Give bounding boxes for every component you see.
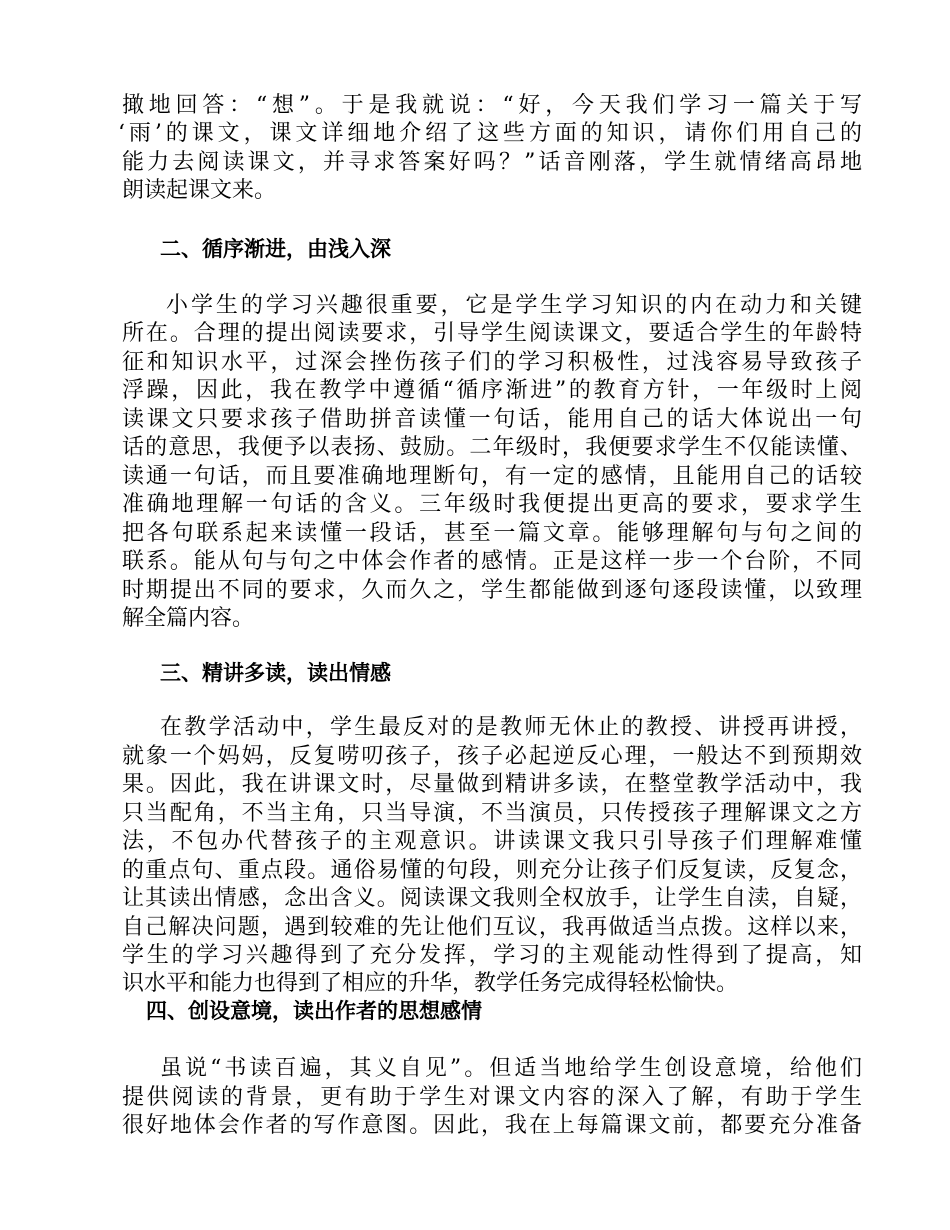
paragraph-line: 读通一句话，而且要准确地理断句，有一定的感情，且能用自己的话较 <box>122 464 862 489</box>
paragraph-line: 撖地回答：“想”。于是我就说：“好，今天我们学习一篇关于写 <box>122 93 862 118</box>
paragraph-line: 读课文只要求孩子借助拼音读懂一句话，能用自己的话大体说出一句 <box>122 407 862 432</box>
paragraph-line: 提供阅读的背景，更有助于学生对课文内容的深入了解，有助于学生 <box>122 1085 862 1110</box>
section-heading: 四、创设意境，读出作者的思想感情 <box>146 999 482 1023</box>
paragraph-line: 只当配角，不当主角，只当导演，不当演员，只传授孩子理解课文之方 <box>122 801 862 826</box>
paragraph-line: 朗读起课文来。 <box>122 178 277 203</box>
paragraph-line: 能力去阅读课文，并寻求答案好吗？”话音刚落，学生就情绪高昂地 <box>122 150 862 175</box>
paragraph-line: 自己解决问题，遇到较难的先让他们互议，我再做适当点拨。这样以来， <box>122 915 862 940</box>
paragraph-line: 法，不包办代替孩子的主观意识。讲读课文我只引导孩子们理解难懂 <box>122 829 862 854</box>
paragraph-line: 话的意思，我便予以表扬、鼓励。二年级时，我便要求学生不仅能读懂、 <box>122 435 862 460</box>
paragraph-line: 联系。能从句与句之中体会作者的感情。正是这样一步一个台阶，不同 <box>122 549 862 574</box>
paragraph-line: 让其读出情感，念出含义。阅读课文我则全权放手，让学生自渎，自疑， <box>122 886 862 911</box>
paragraph-line: 识水平和能力也得到了相应的升华，教学任务完成得轻松愉快。 <box>122 971 739 996</box>
paragraph-line: 把各句联系起来读懂一段话，甚至一篇文章。能够理解句与句之间的 <box>122 521 862 546</box>
paragraph-line: 浮躁，因此，我在教学中遵循“循序渐进”的教育方针，一年级时上阅 <box>122 378 862 403</box>
paragraph-line: 在教学活动中，学生最反对的是教师无休止的教授、讲授再讲授， <box>160 715 862 740</box>
paragraph-line: 解全篇内容。 <box>122 606 255 631</box>
paragraph-line: 学生的学习兴趣得到了充分发挥，学习的主观能动性得到了提高，知 <box>122 943 862 968</box>
paragraph-line: 征和知识水平，过深会挫伤孩子们的学习积极性，过浅容易导致孩子 <box>122 350 862 375</box>
paragraph-line: 果。因此，我在讲课文时，尽量做到精讲多读，在整堂教学活动中，我 <box>122 772 862 797</box>
paragraph-line: 时期提出不同的要求，久而久之，学生都能做到逐句逐段读懂，以致理 <box>122 578 862 603</box>
paragraph-line: 就象一个妈妈，反复唠叨孩子，孩子必起逆反心理，一般达不到预期效 <box>122 744 862 769</box>
paragraph-line: 所在。合理的提出阅读要求，引导学生阅读课文，要适合学生的年龄特 <box>122 321 862 346</box>
paragraph-line: 很好地体会作者的写作意图。因此，我在上每篇课文前，都要充分准备 <box>122 1113 862 1138</box>
paragraph-line: 准确地理解一句话的含义。三年级时我便提出更高的要求，要求学生 <box>122 492 862 517</box>
paragraph-line: 小学生的学习兴趣很重要，它是学生学习知识的内在动力和关键 <box>166 293 862 318</box>
paragraph-line: 的重点句、重点段。通俗易懂的句段，则充分让孩子们反复读，反复念， <box>122 858 862 883</box>
section-heading: 三、精讲多读，读出情感 <box>160 661 391 685</box>
paragraph-line: 虽说“书读百遍，其义自见”。但适当地给学生创设意境，给他们 <box>160 1056 862 1081</box>
section-heading: 二、循序渐进，由浅入深 <box>160 237 391 261</box>
paragraph-line: ‘雨’的课文，课文详细地介绍了这些方面的知识，请你们用自己的 <box>118 121 862 146</box>
